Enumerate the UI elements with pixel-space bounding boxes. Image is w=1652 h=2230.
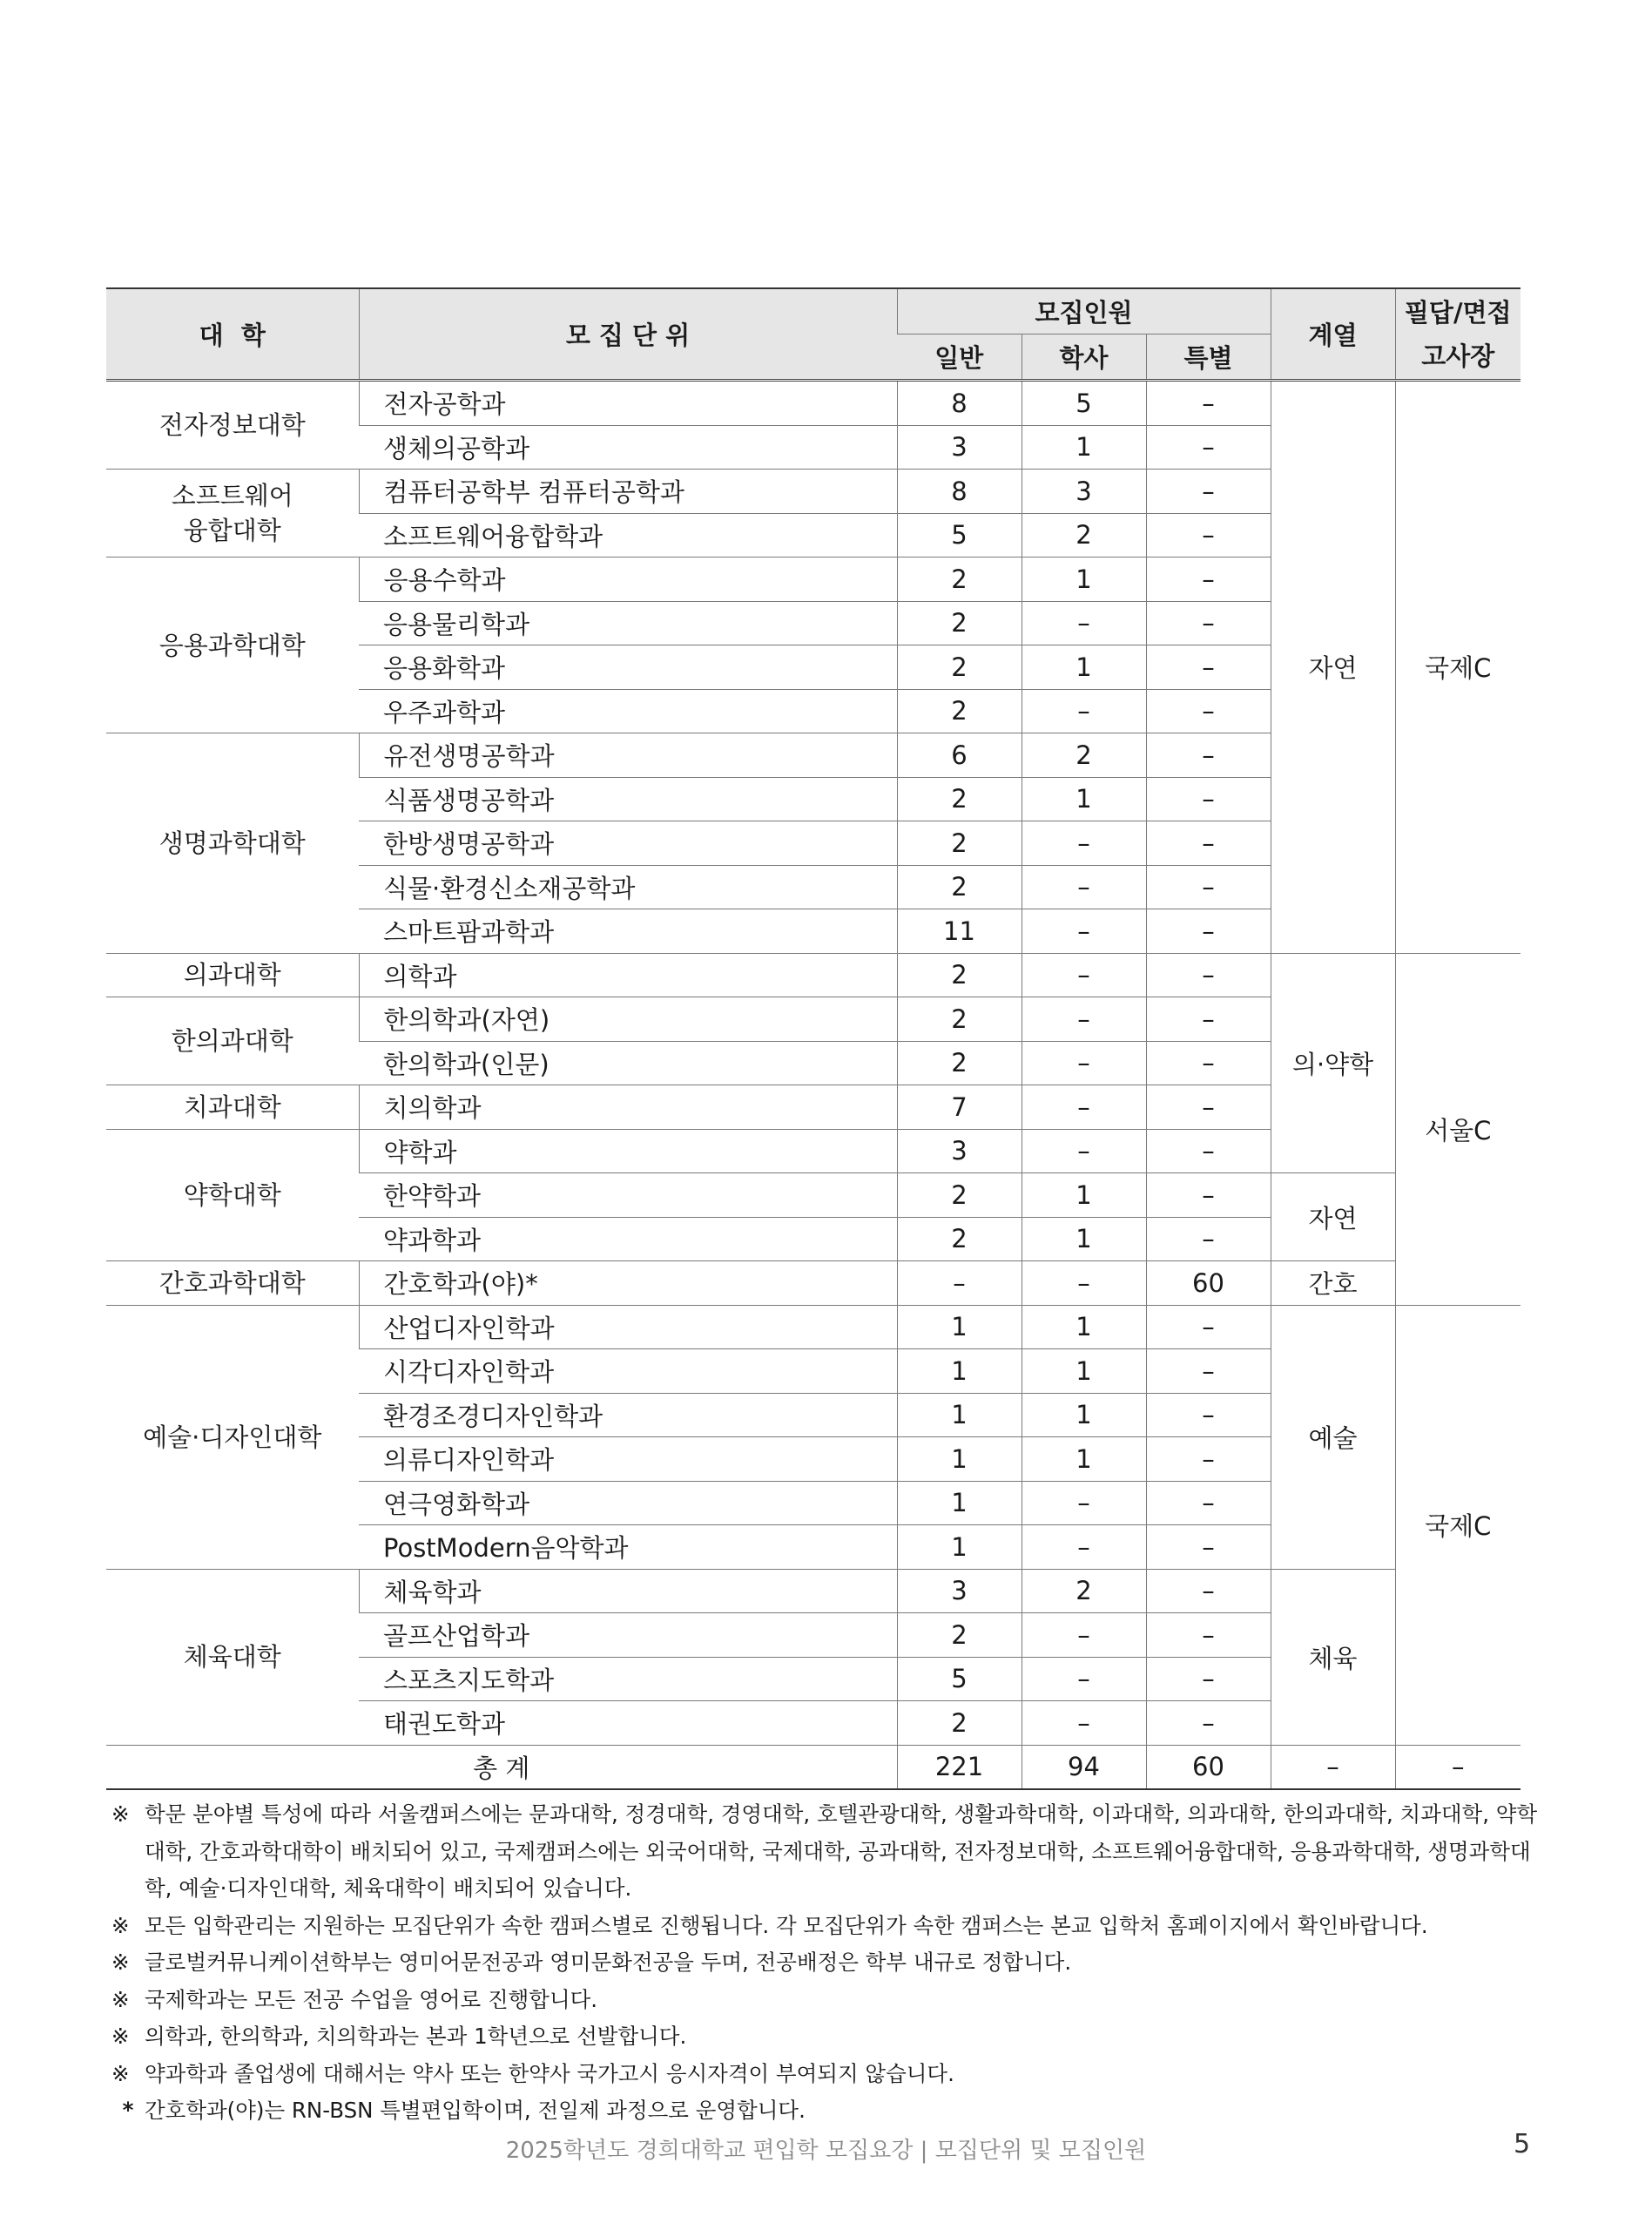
department-cell: 유전생명공학과 [359, 733, 897, 778]
venue-cell: 국제C [1395, 1305, 1521, 1745]
note-mark: * [122, 2098, 134, 2123]
special-count-cell: – [1146, 1129, 1271, 1173]
notes-section [111, 1796, 1540, 2130]
general-count-cell: 3 [897, 425, 1022, 470]
college-cell: 응용과학대학 [106, 558, 359, 733]
note-mark: ※ [111, 1912, 130, 1938]
track-cell: 체육 [1271, 1569, 1395, 1745]
total-row [106, 1745, 1521, 1789]
bachelor-count-cell: – [1022, 865, 1146, 909]
note-text: 의학과, 한의학과, 치의학과는 본과 1학년으로 선발합니다. [145, 2024, 687, 2049]
note-item [111, 1796, 1540, 1908]
total-track: – [1271, 1745, 1395, 1789]
special-count-cell: – [1146, 953, 1271, 997]
note-text: 국제학과는 모든 전공 수업을 영어로 진행합니다. [145, 1986, 598, 2012]
department-cell: 스마트팜과학과 [359, 909, 897, 954]
special-count-cell: – [1146, 1481, 1271, 1525]
department-cell: 한의학과(인문) [359, 1041, 897, 1085]
bachelor-count-cell: 1 [1022, 1437, 1146, 1482]
page-number: 5 [1514, 2129, 1531, 2159]
department-cell: 태권도학과 [359, 1701, 897, 1746]
bachelor-count-cell: 1 [1022, 558, 1146, 602]
table-row [106, 953, 1521, 997]
note-text: 약과학과 졸업생에 대해서는 약사 또는 한약사 국가고시 응시자격이 부여되지 않습니다. [145, 2060, 954, 2086]
general-count-cell: 1 [897, 1525, 1022, 1570]
college-cell: 치과대학 [106, 1085, 359, 1130]
special-count-cell: – [1146, 558, 1271, 602]
note-text: 간호학과(야)는 RN-BSN 특별편입학이며, 전일제 과정으로 운영합니다. [145, 2098, 806, 2123]
special-count-cell: – [1146, 1217, 1271, 1261]
special-count-cell: 60 [1146, 1261, 1271, 1306]
table-row [106, 1305, 1521, 1349]
special-count-cell: – [1146, 1701, 1271, 1746]
bachelor-count-cell: 3 [1022, 470, 1146, 514]
special-count-cell: – [1146, 1613, 1271, 1658]
track-cell: 간호 [1271, 1261, 1395, 1306]
special-count-cell: – [1146, 689, 1271, 733]
general-count-cell: 2 [897, 1173, 1022, 1218]
department-cell: 환경조경디자인학과 [359, 1393, 897, 1437]
general-count-cell: 1 [897, 1349, 1022, 1394]
bachelor-count-cell: – [1022, 1525, 1146, 1570]
bachelor-count-cell: 1 [1022, 1217, 1146, 1261]
college-cell: 한의과대학 [106, 997, 359, 1085]
special-count-cell: – [1146, 997, 1271, 1042]
general-count-cell: 2 [897, 777, 1022, 821]
track-cell: 의·약학 [1271, 953, 1395, 1173]
general-count-cell: 2 [897, 865, 1022, 909]
college-cell: 체육대학 [106, 1569, 359, 1745]
note-item [111, 2092, 1540, 2130]
special-count-cell: – [1146, 1349, 1271, 1394]
general-count-cell: 8 [897, 470, 1022, 514]
general-count-cell: 1 [897, 1437, 1022, 1482]
special-count-cell: – [1146, 601, 1271, 645]
department-cell: PostModern음악학과 [359, 1525, 897, 1570]
note-text: 글로벌커뮤니케이션학부는 영미어문전공과 영미문화전공을 두며, 전공배정은 학부 내규로 정합니다. [145, 1950, 1072, 1975]
general-count-cell: 1 [897, 1393, 1022, 1437]
general-count-cell: 2 [897, 953, 1022, 997]
college-cell: 간호과학대학 [106, 1261, 359, 1306]
college-cell: 예술·디자인대학 [106, 1305, 359, 1569]
note-text: 모든 입학관리는 지원하는 모집단위가 속한 캠퍼스별로 진행됩니다. 각 모집단위가 속한 캠퍼스는 본교 입학처 홈페이지에서 확인바랍니다. [145, 1912, 1428, 1938]
department-cell: 약과학과 [359, 1217, 897, 1261]
note-item [111, 2018, 1540, 2056]
department-cell: 약학과 [359, 1129, 897, 1173]
note-item [111, 2056, 1540, 2093]
bachelor-count-cell: – [1022, 909, 1146, 954]
bachelor-count-cell: – [1022, 1085, 1146, 1130]
department-cell: 응용물리학과 [359, 601, 897, 645]
general-count-cell: 2 [897, 645, 1022, 690]
header-unit: 모 집 단 위 [359, 288, 897, 381]
header-special: 특별 [1146, 334, 1271, 381]
department-cell: 한약학과 [359, 1173, 897, 1218]
bachelor-count-cell: 1 [1022, 1349, 1146, 1394]
bachelor-count-cell: – [1022, 953, 1146, 997]
track-cell: 자연 [1271, 381, 1395, 954]
department-cell: 스포츠지도학과 [359, 1657, 897, 1701]
table-row [106, 1569, 1521, 1613]
general-count-cell: 2 [897, 1041, 1022, 1085]
general-count-cell: 2 [897, 689, 1022, 733]
department-cell: 골프산업학과 [359, 1613, 897, 1658]
special-count-cell: – [1146, 1085, 1271, 1130]
bachelor-count-cell: 2 [1022, 1569, 1146, 1613]
bachelor-count-cell: 2 [1022, 733, 1146, 778]
department-cell: 소프트웨어융합학과 [359, 513, 897, 558]
table-row [106, 1261, 1521, 1306]
special-count-cell: – [1146, 381, 1271, 426]
general-count-cell: 8 [897, 381, 1022, 426]
department-cell: 의학과 [359, 953, 897, 997]
bachelor-count-cell: – [1022, 997, 1146, 1042]
header-track: 계열 [1271, 288, 1395, 381]
special-count-cell: – [1146, 645, 1271, 690]
bachelor-count-cell: – [1022, 1041, 1146, 1085]
general-count-cell: 3 [897, 1129, 1022, 1173]
table-row [106, 381, 1521, 426]
note-item [111, 1908, 1540, 1945]
bachelor-count-cell: – [1022, 821, 1146, 866]
special-count-cell: – [1146, 777, 1271, 821]
bachelor-count-cell: 1 [1022, 645, 1146, 690]
general-count-cell: 5 [897, 513, 1022, 558]
department-cell: 응용화학과 [359, 645, 897, 690]
general-count-cell: 2 [897, 601, 1022, 645]
note-mark: ※ [111, 1801, 130, 1827]
bachelor-count-cell: – [1022, 1613, 1146, 1658]
general-count-cell: 2 [897, 1217, 1022, 1261]
bachelor-count-cell: 1 [1022, 777, 1146, 821]
general-count-cell: 1 [897, 1481, 1022, 1525]
note-mark: ※ [111, 1950, 130, 1975]
table-header [106, 288, 1521, 381]
department-cell: 한의학과(자연) [359, 997, 897, 1042]
general-count-cell: 11 [897, 909, 1022, 954]
college-cell: 생명과학대학 [106, 733, 359, 954]
department-cell: 의류디자인학과 [359, 1437, 897, 1482]
note-mark: ※ [111, 1986, 130, 2012]
college-cell: 소프트웨어 융합대학 [106, 470, 359, 558]
note-mark: ※ [111, 2024, 130, 2049]
special-count-cell: – [1146, 1657, 1271, 1701]
college-cell: 의과대학 [106, 953, 359, 997]
general-count-cell: 1 [897, 1305, 1022, 1349]
college-cell: 전자정보대학 [106, 381, 359, 470]
total-general: 221 [897, 1745, 1022, 1789]
total-venue: – [1395, 1745, 1521, 1789]
department-cell: 식물·환경신소재공학과 [359, 865, 897, 909]
general-count-cell: 2 [897, 997, 1022, 1042]
general-count-cell: 7 [897, 1085, 1022, 1130]
total-special: 60 [1146, 1745, 1271, 1789]
special-count-cell: – [1146, 1525, 1271, 1570]
bachelor-count-cell: – [1022, 1481, 1146, 1525]
quota-table [106, 287, 1521, 1790]
general-count-cell: 5 [897, 1657, 1022, 1701]
department-cell: 전자공학과 [359, 381, 897, 426]
special-count-cell: – [1146, 865, 1271, 909]
general-count-cell: 2 [897, 558, 1022, 602]
department-cell: 간호학과(야)* [359, 1261, 897, 1306]
special-count-cell: – [1146, 1173, 1271, 1218]
special-count-cell: – [1146, 821, 1271, 866]
general-count-cell: 2 [897, 821, 1022, 866]
department-cell: 시각디자인학과 [359, 1349, 897, 1394]
bachelor-count-cell: – [1022, 689, 1146, 733]
special-count-cell: – [1146, 1569, 1271, 1613]
header-quota: 모집인원 [897, 288, 1271, 334]
general-count-cell: 2 [897, 1701, 1022, 1746]
department-cell: 연극영화학과 [359, 1481, 897, 1525]
bachelor-count-cell: – [1022, 1129, 1146, 1173]
track-cell: 자연 [1271, 1173, 1395, 1261]
bachelor-count-cell: 1 [1022, 425, 1146, 470]
department-cell: 응용수학과 [359, 558, 897, 602]
general-count-cell: 6 [897, 733, 1022, 778]
note-mark: ※ [111, 2060, 130, 2086]
department-cell: 생체의공학과 [359, 425, 897, 470]
total-bachelor: 94 [1022, 1745, 1146, 1789]
total-label: 총 계 [106, 1745, 897, 1789]
special-count-cell: – [1146, 470, 1271, 514]
special-count-cell: – [1146, 909, 1271, 954]
note-text: 학문 분야별 특성에 따라 서울캠퍼스에는 문과대학, 정경대학, 경영대학, 호텔관광대학, 생활과학대학, 이과대학, 의과대학, 한의과대학, 치과대학, 약학대학, 간호과학대학이 배치되어 있고, 국제캠퍼스에는 외국어대학, 국제대학, 공과대학, 전자정보대학, 소프트웨어융합대학, 응용과학대학, 생명과학대학, 예술·디자인대학, 체육대학이 배치되어 있습니다. [145, 1801, 1538, 1901]
bachelor-count-cell: 1 [1022, 1305, 1146, 1349]
header-general: 일반 [897, 334, 1022, 381]
venue-cell: 국제C [1395, 381, 1521, 954]
bachelor-count-cell: – [1022, 1261, 1146, 1306]
bachelor-count-cell: 2 [1022, 513, 1146, 558]
bachelor-count-cell: 1 [1022, 1393, 1146, 1437]
bachelor-count-cell: 5 [1022, 381, 1146, 426]
special-count-cell: – [1146, 733, 1271, 778]
venue-cell: 서울C [1395, 953, 1521, 1305]
note-item [111, 1982, 1540, 2019]
college-cell: 약학대학 [106, 1129, 359, 1261]
track-cell: 예술 [1271, 1305, 1395, 1569]
department-cell: 치의학과 [359, 1085, 897, 1130]
bachelor-count-cell: – [1022, 1701, 1146, 1746]
department-cell: 컴퓨터공학부 컴퓨터공학과 [359, 470, 897, 514]
header-venue: 필답/면접 고사장 [1395, 288, 1521, 381]
bachelor-count-cell: – [1022, 1657, 1146, 1701]
note-item [111, 1944, 1540, 1982]
department-cell: 우주과학과 [359, 689, 897, 733]
special-count-cell: – [1146, 1437, 1271, 1482]
department-cell: 산업디자인학과 [359, 1305, 897, 1349]
header-college: 대 학 [106, 288, 359, 381]
special-count-cell: – [1146, 1393, 1271, 1437]
department-cell: 체육학과 [359, 1569, 897, 1613]
general-count-cell: 3 [897, 1569, 1022, 1613]
special-count-cell: – [1146, 513, 1271, 558]
special-count-cell: – [1146, 1305, 1271, 1349]
special-count-cell: – [1146, 425, 1271, 470]
page-footer: 2025학년도 경희대학교 편입학 모집요강 | 모집단위 및 모집인원 [505, 2138, 1147, 2164]
general-count-cell: 2 [897, 1613, 1022, 1658]
bachelor-count-cell: 1 [1022, 1173, 1146, 1218]
bachelor-count-cell: – [1022, 601, 1146, 645]
department-cell: 한방생명공학과 [359, 821, 897, 866]
table-body [106, 381, 1521, 1790]
general-count-cell: – [897, 1261, 1022, 1306]
header-bachelor: 학사 [1022, 334, 1146, 381]
special-count-cell: – [1146, 1041, 1271, 1085]
department-cell: 식품생명공학과 [359, 777, 897, 821]
